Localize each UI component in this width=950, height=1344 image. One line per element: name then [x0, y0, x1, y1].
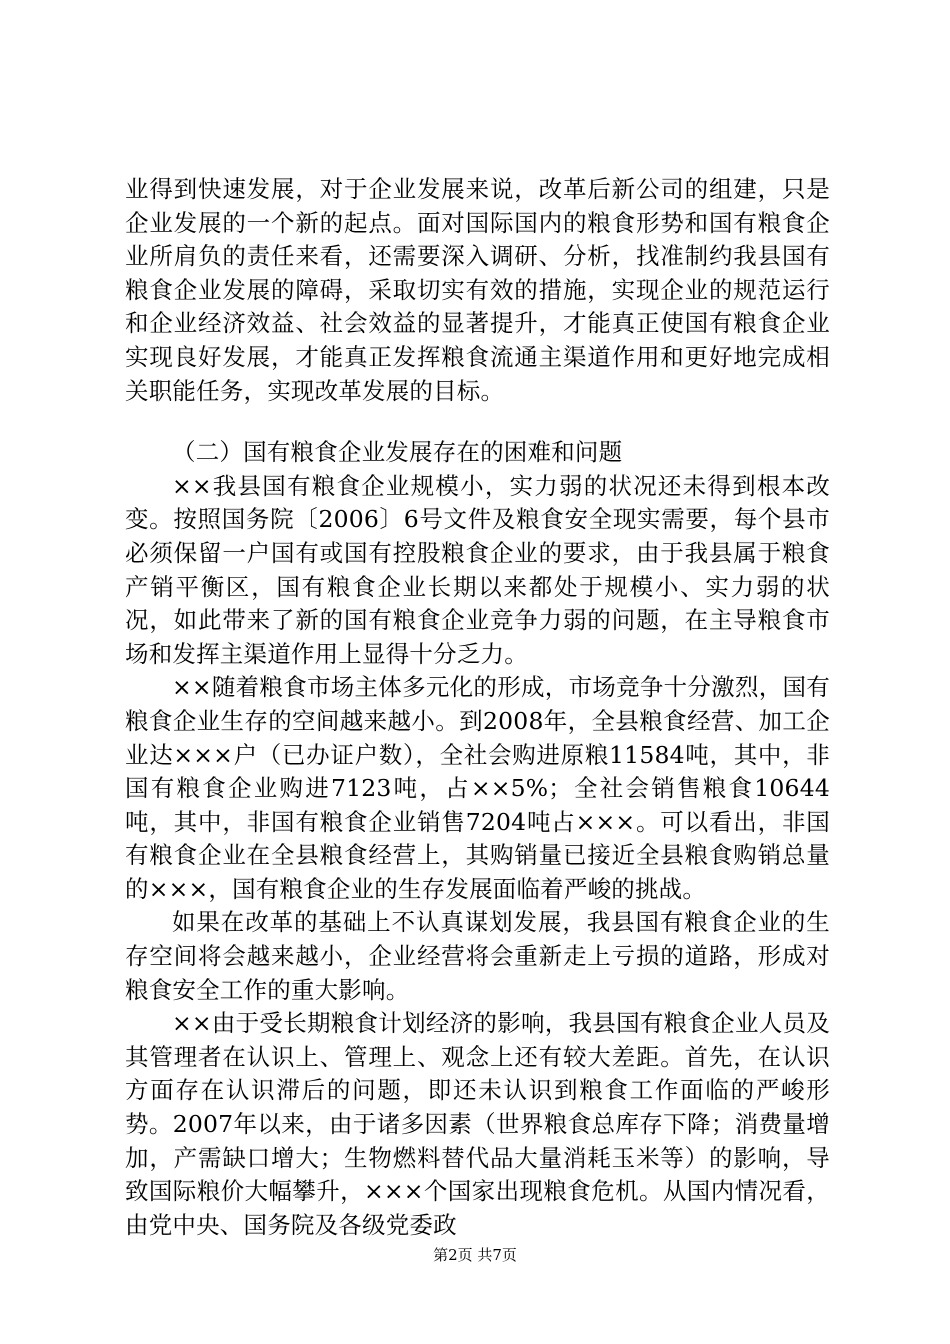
document-body [125, 173, 830, 1242]
section-heading: （二）国有粮食企业发展存在的困难和问题 [172, 438, 623, 467]
paragraph-scale-problem: ××我县国有粮食企业规模小，实力弱的状况还未得到根本改变。按照国务院〔2006〕6号文件及粮食安全现实需要，每个县市必须保留一户国有或国有控股粮食企业的要求，由于我县属于粮食产销平衡区，国有粮食企业长期以来都处于规模小、实力弱的状况，如此带来了新的国有粮食企业竞争力弱的问题，在主导粮食市场和发挥主渠道作用上显得十分乏力。 [125, 471, 830, 668]
paragraph-market-competition: ××随着粮食市场主体多元化的形成，市场竞争十分激烈，国有粮食企业生存的空间越来越小。到2008年，全县粮食经营、加工企业达×××户（已办证户数），全社会购进原粮11584吨，其中，非国有粮食企业购进7123吨，占××5%；全社会销售粮食10644吨，其中，非国有粮食企业销售7204吨占×××。可以看出，非国有粮食企业在全县粮食经营上，其购销量已接近全县粮食购销总量的×××，国有粮食企业的生存发展面临着严峻的挑战。 [125, 673, 830, 903]
paragraph-intro-continuation: 业得到快速发展，对于企业发展来说，改革后新公司的组建，只是企业发展的一个新的起点。面对国际国内的粮食形势和国有粮食企业所肩负的责任来看，还需要深入调研、分析，找准制约我县国有粮食企业发展的障碍，采取切实有效的措施，实现企业的规范运行和企业经济效益、社会效益的显著提升，才能真正使国有粮食企业实现良好发展，才能真正发挥粮食流通主渠道作用和更好地完成相关职能任务，实现改革发展的目标。 [125, 175, 830, 405]
paragraph-management-awareness: ××由于受长期粮食计划经济的影响，我县国有粮食企业人员及其管理者在认识上、管理上、观念上还有较大差距。首先，在认识方面存在认识滞后的问题，即还未认识到粮食工作面临的严峻形势。2007年以来，由于诸多因素（世界粮食总库存下降；消费量增加，产需缺口增大；生物燃料替代品大量消耗玉米等）的影响，导致国际粮价大幅攀升，×××个国家出现粮食危机。从国内情况看，由党中央、国务院及各级党委政 [125, 1009, 830, 1239]
paragraph-development-risk: 如果在改革的基础上不认真谋划发展，我县国有粮食企业的生存空间将会越来越小，企业经营将会重新走上亏损的道路，形成对粮食安全工作的重大影响。 [125, 908, 830, 1004]
page-number-footer: 第2页 共7页 [433, 1246, 517, 1264]
